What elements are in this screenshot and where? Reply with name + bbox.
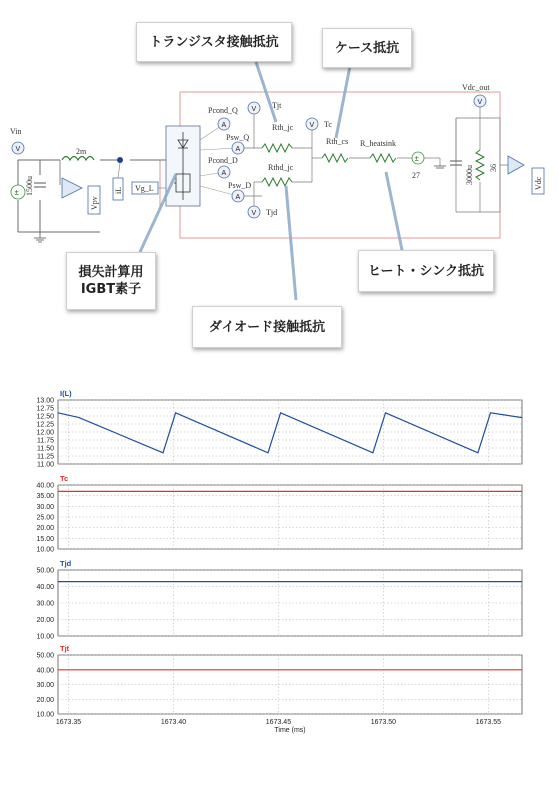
rthd-jc-label: Rthd_jc [268,163,294,172]
x-tick-label: 1673.55 [475,719,502,726]
output-stage [450,83,544,212]
y-tick-label: 50.00 [36,652,54,660]
vpv-sensor [60,160,100,214]
pcond-q-label: Pcond_Q [208,106,238,115]
cap-out-label: 3000u [465,165,474,185]
y-tick-label: 35.00 [36,493,54,501]
rth-jc-label: Rth_jc [272,123,294,132]
vgl-signal [132,182,168,194]
il-probe [113,157,123,200]
vdc-out-label: Vdc_out [462,83,490,92]
ambient-source [412,152,446,180]
svg-text:±: ± [414,154,419,163]
chart-panel-il [36,389,522,469]
rth-cs-label: Rth_cs [326,137,349,146]
y-tick-label: 20.00 [36,696,54,704]
svg-text:A: A [221,170,227,177]
plot-title: Tjt [60,644,70,653]
callout-loss-igbt: 損失計算用 IGBT素子 [66,252,156,310]
inductor [62,147,94,160]
callout-transistor-contact: トランジスタ接触抵抗 [136,22,292,62]
y-tick-label: 15.00 [36,535,54,543]
y-tick-label: 30.00 [36,682,54,689]
y-tick-label: 12.50 [36,413,54,421]
svg-text:A: A [235,194,241,201]
y-tick-label: 40.00 [36,584,54,591]
plot-title: Tjd [60,559,72,568]
y-tick-label: 11.50 [37,445,54,453]
vgl-label: Vg_L [135,184,154,193]
x-tick-label: 1673.40 [160,719,187,726]
y-tick-label: 30.00 [36,600,54,608]
plot-title: Tc [60,474,69,483]
tjd-label: Tjd [266,208,278,217]
y-tick-label: 10.00 [36,711,54,719]
callout-heatsink: ヒート・シンク抵抗 [358,250,494,292]
cap-in-label: 1500u [25,176,34,196]
y-tick-label: 40.00 [36,482,54,490]
ground-symbol [34,232,46,242]
vpv-label: Vpv [90,196,99,210]
inductor-label: 2m [76,147,87,156]
r-load-label: 36 [489,164,498,172]
y-tick-label: 12.00 [36,429,54,437]
y-tick-label: 11.00 [37,461,54,469]
svg-text:V: V [251,106,257,113]
callout-case-resistance: ケース抵抗 [322,28,412,68]
svg-text:A: A [235,146,241,153]
y-tick-label: 50.00 [36,567,54,575]
svg-text:±: ± [14,188,19,197]
vdc-label: Vdc [534,176,543,190]
ambient-label: 27 [412,171,420,180]
il-label: iL [114,186,123,194]
y-tick-label: 25.00 [36,514,54,522]
svg-text:V: V [477,99,483,106]
psw-q-label: Psw_Q [226,133,250,142]
waveform-plots [0,378,558,758]
x-axis-label: Time (ms) [274,727,306,734]
tjt-label: Tjt [272,101,282,110]
y-tick-label: 12.25 [36,421,54,429]
input-capacitor [25,176,46,196]
callout-diode-contact: ダイオード接触抵抗 [192,306,342,348]
svg-text:A: A [221,122,227,129]
tc-label: Tc [324,120,332,129]
y-tick-label: 40.00 [36,667,54,675]
x-tick-label: 1673.35 [55,719,82,726]
x-tick-label: 1673.45 [265,719,292,726]
y-tick-label: 20.00 [36,525,54,533]
chart-panel-tc [36,474,522,554]
y-tick-label: 11.75 [37,437,54,445]
y-tick-label: 30.00 [36,503,54,511]
chart-panel-tjd [36,559,522,641]
y-tick-label: 10.00 [36,546,54,554]
y-tick-label: 10.00 [36,633,54,641]
y-tick-label: 11.25 [37,453,54,461]
y-tick-label: 12.75 [36,405,54,413]
svg-text:V: V [309,122,315,129]
igbt-module [166,126,200,206]
vin-label: Vin [10,127,22,136]
svg-text:V: V [251,210,257,217]
y-tick-label: 20.00 [36,617,54,624]
y-tick-label: 13.00 [36,397,54,405]
pcond-d-label: Pcond_D [208,156,238,165]
chart-panel-tjt [36,644,522,719]
psw-d-label: Psw_D [228,181,252,190]
x-tick-label: 1673.50 [370,719,397,726]
svg-text:V: V [15,146,21,153]
plot-title: I(L) [60,389,72,398]
r-heatsink-label: R_heatsink [360,139,396,148]
